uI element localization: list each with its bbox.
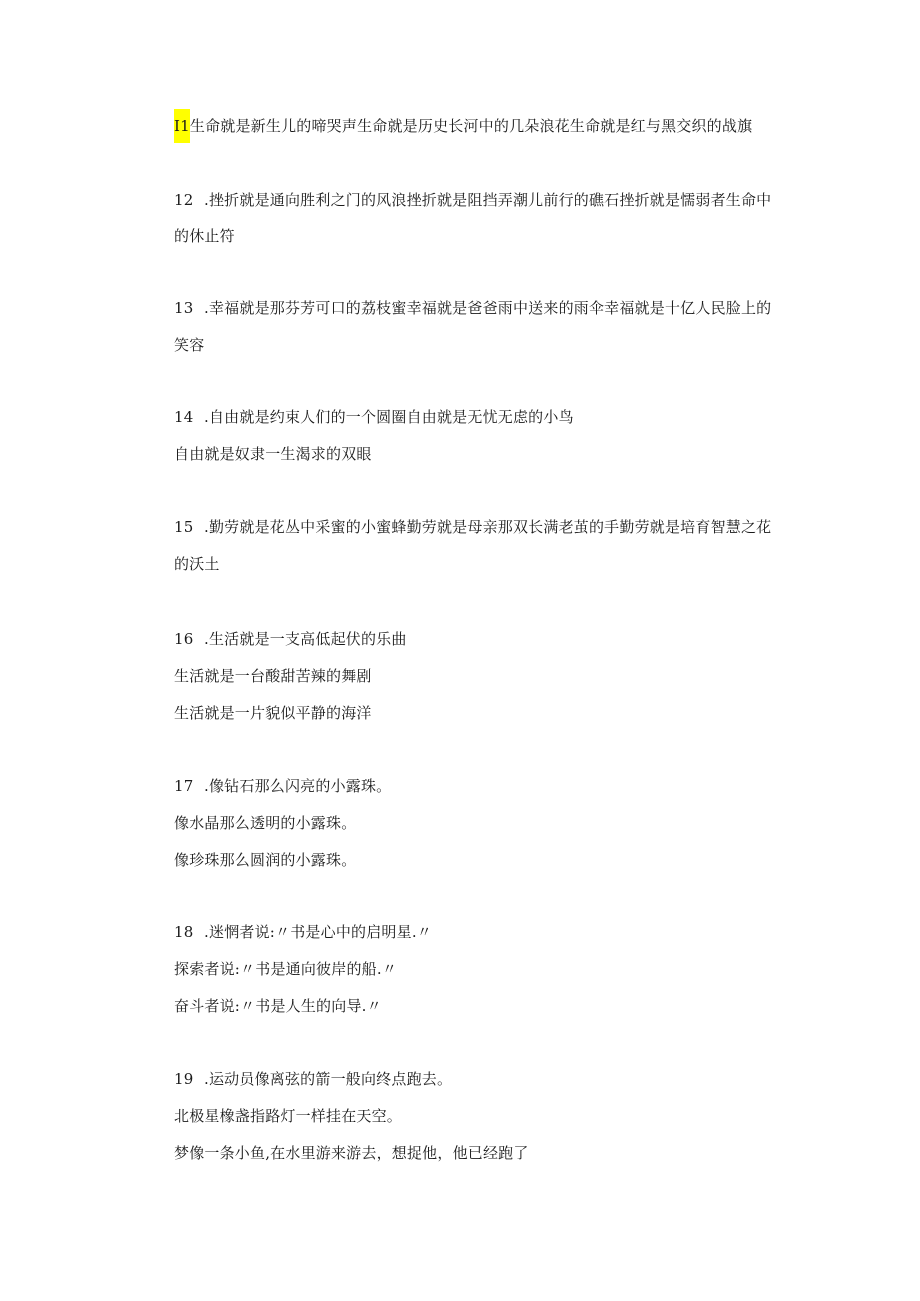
item-12-line-2: 的休止符 (174, 227, 235, 245)
item-11-number-highlight: I1 (174, 109, 190, 143)
item-16-number: 16 (174, 630, 194, 648)
item-15-line-1 (174, 517, 771, 537)
item-16-text-1: .生活就是一支高低起伏的乐曲 (204, 630, 407, 648)
item-13-number: 13 (174, 299, 194, 317)
item-15-text-1: .勤劳就是花丛中采蜜的小蜜蜂勤劳就是母亲那双长满老茧的手勤劳就是培育智慧之花 (204, 518, 772, 536)
item-19-line-1 (174, 1069, 452, 1089)
item-17-line-3: 像珍珠那么圆润的小露珠。 (174, 851, 357, 869)
item-19-number: 19 (174, 1070, 194, 1088)
item-11-text: 生命就是新生儿的啼哭声生命就是历史长河中的几朵浪花生命就是红与黑交织的战旗 (189, 117, 753, 135)
item-19-line-3: 梦像一条小鱼,在水里游来游去，想捉他，他已经跑了 (174, 1144, 529, 1162)
item-18-line-3: 奋斗者说:〃书是人生的向导.〃 (174, 997, 382, 1015)
item-17-number: 17 (174, 777, 194, 795)
item-15-line-2: 的沃土 (174, 555, 220, 573)
item-18-number: 18 (174, 923, 194, 941)
item-17-text-1: .像钻石那么闪亮的小露珠。 (204, 777, 392, 795)
item-14-text-1: .自由就是约束人们的一个圆圈自由就是无忧无虑的小鸟 (204, 408, 574, 426)
item-14-line-2: 自由就是奴隶一生渴求的双眼 (174, 445, 372, 463)
item-16-line-2: 生活就是一台酸甜苦辣的舞剧 (174, 667, 372, 685)
item-14-number: 14 (174, 408, 194, 426)
item-13-line-1 (174, 298, 771, 318)
item-16-line-3: 生活就是一片貌似平静的海洋 (174, 704, 372, 722)
item-11-line-1 (174, 116, 752, 136)
item-17-line-2: 像水晶那么透明的小露珠。 (174, 814, 357, 832)
item-19-line-2: 北极星橡盏指路灯一样挂在天空。 (174, 1107, 403, 1125)
item-12-text-1: .挫折就是通向胜利之门的风浪挫折就是阻挡弄潮儿前行的礁石挫折就是懦弱者生命中 (204, 191, 772, 209)
item-13-text-1: .幸福就是那芬芳可口的荔枝蜜幸福就是爸爸雨中送来的雨伞幸福就是十亿人民脸上的 (204, 299, 772, 317)
item-17-line-1 (174, 776, 391, 796)
item-12-number: 12 (174, 191, 194, 209)
item-13-line-2: 笑容 (174, 336, 205, 354)
item-19-text-1: .运动员像离弦的箭一般向终点跑去。 (204, 1070, 453, 1088)
item-18-line-1 (174, 922, 432, 942)
item-16-line-1 (174, 629, 407, 649)
item-15-number: 15 (174, 518, 194, 536)
item-18-text-1: .迷惘者说:〃书是心中的启明星.〃 (204, 923, 432, 941)
item-12-line-1 (174, 190, 771, 210)
item-14-line-1 (174, 407, 574, 427)
item-18-line-2: 探索者说:〃书是通向彼岸的船.〃 (174, 960, 398, 978)
